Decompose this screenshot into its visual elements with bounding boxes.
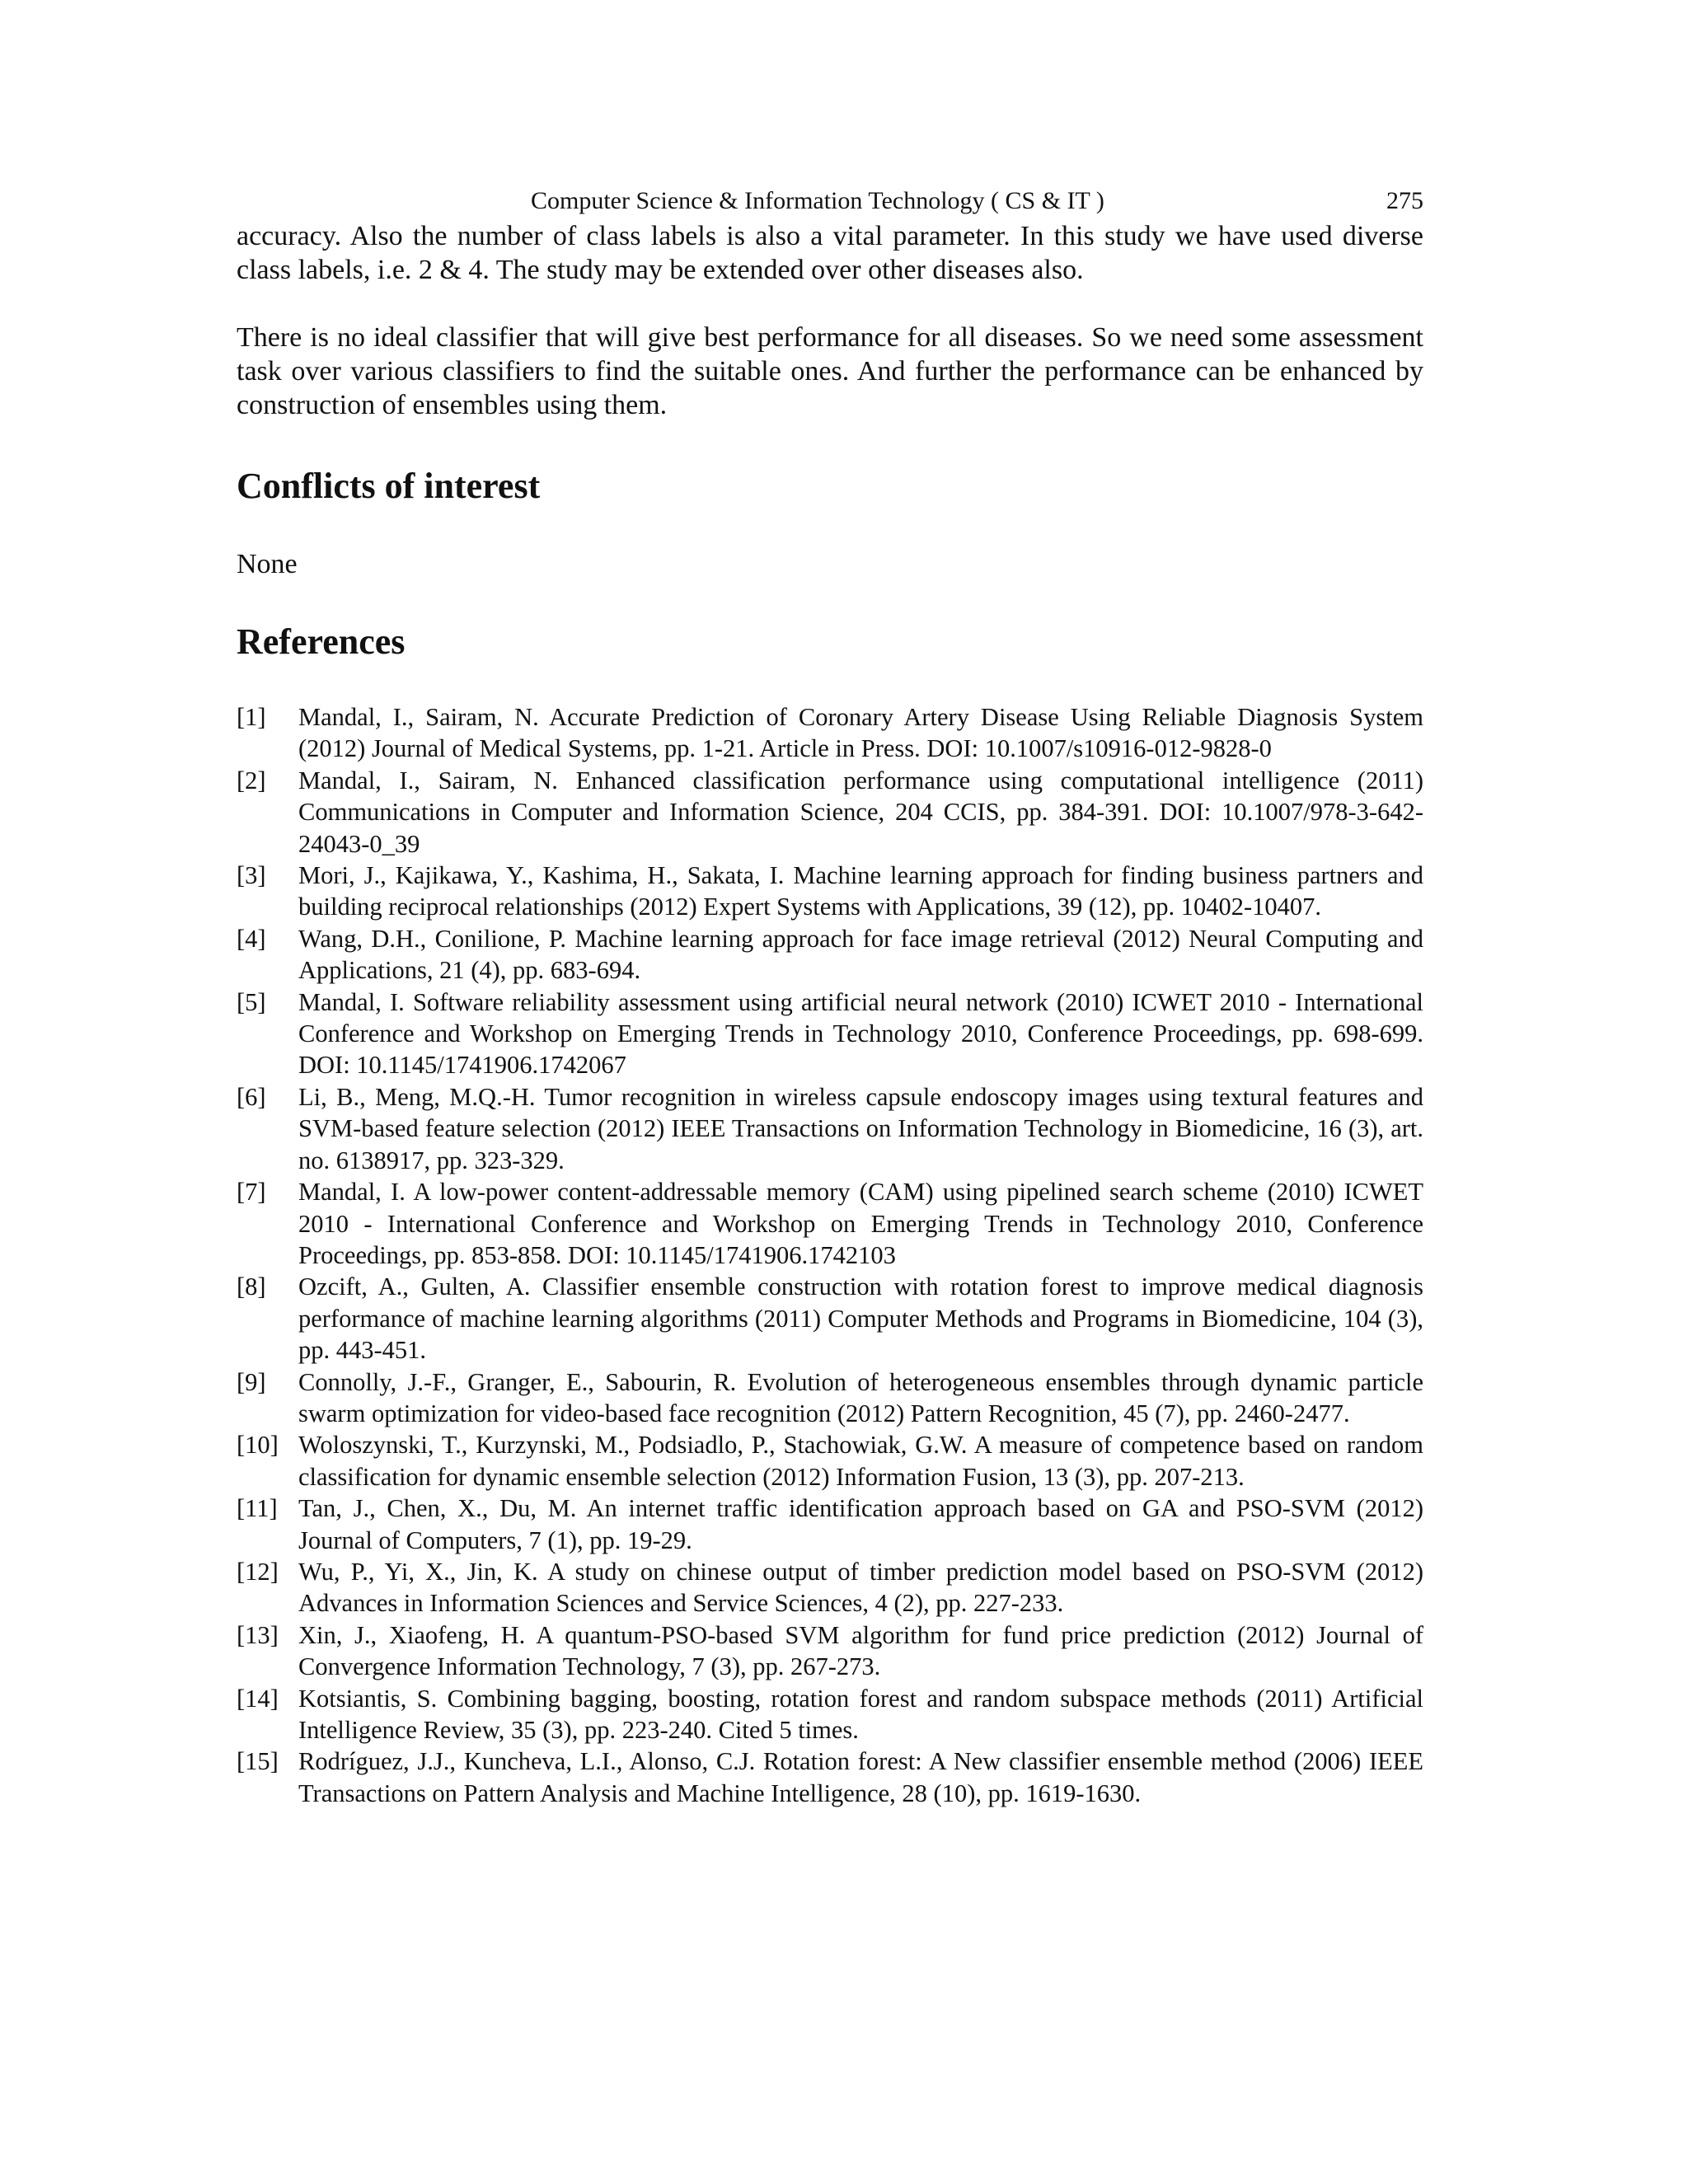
- reference-text: Mandal, I. Software reliability assessment using artificial neural network (2010) ICWET 2010 - International Conference and Workshop on Emerging Trends in Technology 2010, Conference Proceedings, pp. 698-699. DOI: 10.1145/1741906.1742067: [298, 987, 1423, 1080]
- reference-item: [237, 1556, 1423, 1619]
- reference-item: [237, 1619, 1423, 1683]
- reference-number: [3]: [237, 861, 266, 890]
- reference-number: [14]: [237, 1684, 279, 1713]
- reference-item: [237, 1493, 1423, 1556]
- reference-list: [237, 701, 1423, 1809]
- reference-text: Connolly, J.-F., Granger, E., Sabourin, R. Evolution of heterogeneous ensembles through dynamic particle swarm optimization for video-based face recognition (2012) Pattern Recognition, 45 (7), pp. 2460-2477.: [298, 1367, 1423, 1427]
- conflicts-statement: None: [237, 549, 298, 579]
- reference-number: [10]: [237, 1431, 279, 1460]
- reference-number: [9]: [237, 1367, 266, 1396]
- reference-text: Mori, J., Kajikawa, Y., Kashima, H., Sakata, I. Machine learning approach for finding business partners and building reciprocal relationships (2012) Expert Systems with Applications, 39 (12), pp. 10402-10407.: [298, 861, 1423, 921]
- reference-item: [237, 1366, 1423, 1430]
- section-heading-conflicts: Conflicts of interest: [237, 466, 541, 506]
- reference-item: [237, 1746, 1423, 1809]
- reference-number: [6]: [237, 1082, 266, 1111]
- reference-text: Mandal, I., Sairam, N. Accurate Prediction of Coronary Artery Disease Using Reliable Diagnosis System (2012) Journal of Medical Systems, pp. 1-21. Article in Press. DOI: 10.1007/s10916-012-9828-0: [298, 703, 1423, 763]
- reference-text: Mandal, I., Sairam, N. Enhanced classification performance using computational intelligence (2011) Communications in Computer and Information Science, 204 CCIS, pp. 384-391. DOI: 10.1007/978-3-642-24043-0_39: [298, 766, 1423, 858]
- reference-text: Kotsiantis, S. Combining bagging, boosting, rotation forest and random subspace methods (2011) Artificial Intelligence Review, 35 (3), pp. 223-240. Cited 5 times.: [298, 1684, 1423, 1744]
- journal-title: Computer Science & Information Technology ( CS & IT ): [531, 187, 1104, 214]
- running-header: [237, 183, 1423, 219]
- reference-item: [237, 1683, 1423, 1746]
- reference-number: [11]: [237, 1494, 278, 1523]
- reference-item: [237, 1429, 1423, 1493]
- reference-number: [15]: [237, 1747, 279, 1776]
- reference-item: [237, 1081, 1423, 1176]
- reference-item: [237, 765, 1423, 860]
- reference-text: Xin, J., Xiaofeng, H. A quantum-PSO-based SVM algorithm for fund price prediction (2012) Journal of Convergence Information Technology, 7 (3), pp. 267-273.: [298, 1620, 1423, 1681]
- reference-item: [237, 701, 1423, 765]
- reference-number: [7]: [237, 1178, 266, 1207]
- reference-text: Wang, D.H., Conilione, P. Machine learning approach for face image retrieval (2012) Neural Computing and Applications, 21 (4), pp. 683-694.: [298, 924, 1423, 985]
- reference-item: [237, 860, 1423, 923]
- reference-text: Ozcift, A., Gulten, A. Classifier ensemble construction with rotation forest to improve medical diagnosis performance of machine learning algorithms (2011) Computer Methods and Programs in Biomedicine, 104 (3), pp. 443-451.: [298, 1272, 1423, 1365]
- reference-number: [1]: [237, 703, 266, 731]
- reference-item: [237, 1176, 1423, 1271]
- reference-number: [13]: [237, 1620, 279, 1649]
- body-paragraph: There is no ideal classifier that will give best performance for all diseases. So we need some assessment task over various classifiers to find the suitable ones. And further the performance can be enhanced by construction of ensembles using them.: [237, 322, 1423, 420]
- reference-text: Woloszynski, T., Kurzynski, M., Podsiadlo, P., Stachowiak, G.W. A measure of competence based on random classification for dynamic ensemble selection (2012) Information Fusion, 13 (3), pp. 207-213.: [298, 1431, 1423, 1491]
- reference-item: [237, 1271, 1423, 1366]
- page-number: 275: [1386, 187, 1423, 214]
- section-heading-references: References: [237, 621, 406, 662]
- reference-item: [237, 987, 1423, 1081]
- reference-number: [4]: [237, 924, 266, 953]
- reference-item: [237, 923, 1423, 987]
- paper-page: [237, 183, 1423, 1809]
- reference-number: [12]: [237, 1557, 279, 1586]
- reference-text: Wu, P., Yi, X., Jin, K. A study on chinese output of timber prediction model based on PSO-SVM (2012) Advances in Information Sciences and Service Sciences, 4 (2), pp. 227-233.: [298, 1557, 1423, 1618]
- body-paragraph: accuracy. Also the number of class labels is also a vital parameter. In this study we have used diverse class labels, i.e. 2 & 4. The study may be extended over other diseases also.: [237, 221, 1423, 285]
- reference-number: [5]: [237, 987, 266, 1016]
- reference-text: Rodríguez, J.J., Kuncheva, L.I., Alonso, C.J. Rotation forest: A New classifier ensemble method (2006) IEEE Transactions on Pattern Analysis and Machine Intelligence, 28 (10), pp. 1619-1630.: [298, 1747, 1423, 1807]
- reference-text: Mandal, I. A low-power content-addressable memory (CAM) using pipelined search scheme (2010) ICWET 2010 - International Conference and Workshop on Emerging Trends in Technology 2010, Conference Proceedings, pp. 853-858. DOI: 10.1145/1741906.1742103: [298, 1178, 1423, 1269]
- reference-number: [8]: [237, 1272, 266, 1301]
- reference-text: Tan, J., Chen, X., Du, M. An internet traffic identification approach based on GA and PSO-SVM (2012) Journal of Computers, 7 (1), pp. 19-29.: [298, 1494, 1423, 1554]
- reference-number: [2]: [237, 766, 266, 794]
- reference-text: Li, B., Meng, M.Q.-H. Tumor recognition in wireless capsule endoscopy images using textural features and SVM-based feature selection (2012) IEEE Transactions on Information Technology in Biomedicine, 16 (3), art. no. 6138917, pp. 323-329.: [298, 1082, 1423, 1174]
